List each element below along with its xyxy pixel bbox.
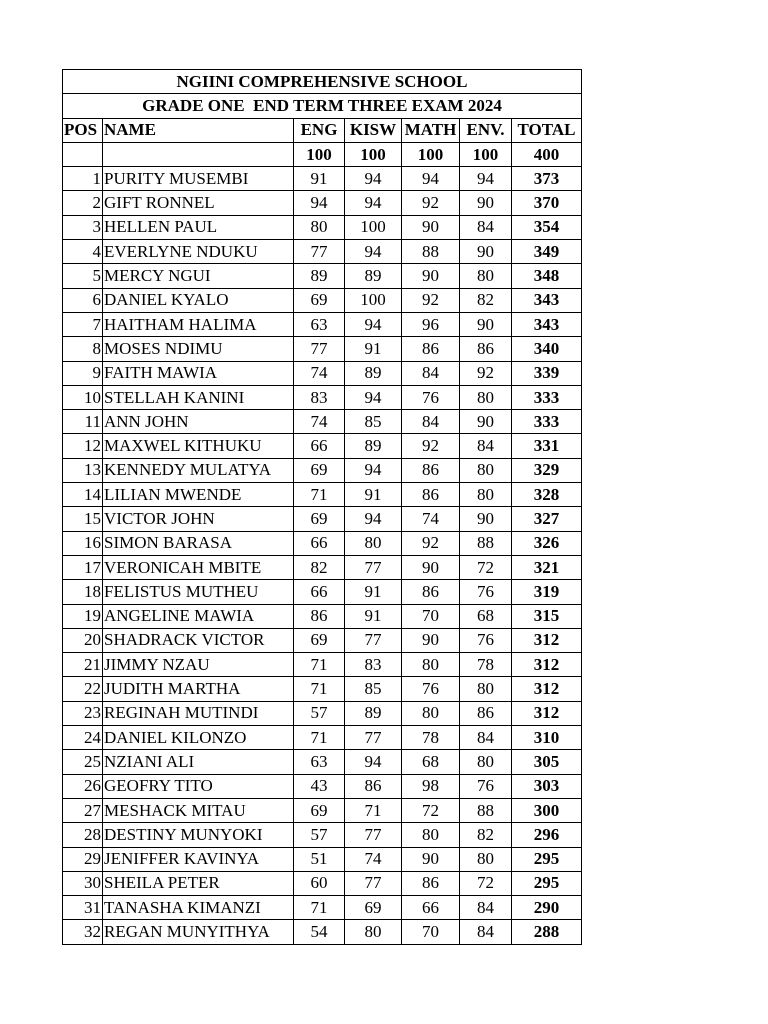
cell-kisw: 89: [345, 434, 402, 458]
cell-total: 326: [512, 531, 582, 555]
table-row: [63, 750, 582, 774]
cell-name: FELISTUS MUTHEU: [103, 580, 294, 604]
cell-env: 94: [460, 167, 512, 191]
table-row: [63, 458, 582, 482]
max-kisw: 100: [345, 142, 402, 166]
cell-name: JENIFFER KAVINYA: [103, 847, 294, 871]
cell-kisw: 94: [345, 191, 402, 215]
cell-total: 295: [512, 847, 582, 871]
cell-env: 90: [460, 191, 512, 215]
cell-math: 98: [402, 774, 460, 798]
table-row: [63, 264, 582, 288]
cell-env: 80: [460, 385, 512, 409]
cell-name: EVERLYNE NDUKU: [103, 240, 294, 264]
table-row: [63, 312, 582, 336]
cell-total: 312: [512, 701, 582, 725]
cell-math: 84: [402, 361, 460, 385]
table-row: [63, 920, 582, 944]
cell-name: STELLAH KANINI: [103, 385, 294, 409]
cell-kisw: 89: [345, 701, 402, 725]
cell-total: 340: [512, 337, 582, 361]
cell-pos: 13: [63, 458, 103, 482]
cell-total: 327: [512, 507, 582, 531]
cell-eng: 94: [294, 191, 345, 215]
header-env: ENV.: [460, 118, 512, 142]
cell-pos: 15: [63, 507, 103, 531]
cell-env: 90: [460, 312, 512, 336]
header-eng: ENG: [294, 118, 345, 142]
cell-kisw: 94: [345, 458, 402, 482]
cell-total: 339: [512, 361, 582, 385]
cell-pos: 30: [63, 871, 103, 895]
cell-eng: 77: [294, 337, 345, 361]
cell-env: 80: [460, 847, 512, 871]
cell-kisw: 91: [345, 580, 402, 604]
cell-math: 86: [402, 580, 460, 604]
cell-eng: 69: [294, 628, 345, 652]
cell-eng: 63: [294, 312, 345, 336]
table-row: [63, 726, 582, 750]
table-row: [63, 871, 582, 895]
cell-eng: 57: [294, 701, 345, 725]
cell-pos: 9: [63, 361, 103, 385]
table-row: [63, 896, 582, 920]
cell-eng: 51: [294, 847, 345, 871]
cell-name: DANIEL KYALO: [103, 288, 294, 312]
cell-env: 88: [460, 531, 512, 555]
cell-pos: 21: [63, 653, 103, 677]
cell-total: 295: [512, 871, 582, 895]
cell-total: 370: [512, 191, 582, 215]
cell-total: 348: [512, 264, 582, 288]
cell-kisw: 80: [345, 920, 402, 944]
cell-math: 70: [402, 604, 460, 628]
results-table: [62, 69, 582, 945]
cell-total: 321: [512, 555, 582, 579]
cell-env: 76: [460, 774, 512, 798]
cell-kisw: 91: [345, 604, 402, 628]
table-row: [63, 507, 582, 531]
cell-total: 373: [512, 167, 582, 191]
cell-eng: 71: [294, 677, 345, 701]
cell-total: 288: [512, 920, 582, 944]
cell-pos: 16: [63, 531, 103, 555]
cell-eng: 74: [294, 361, 345, 385]
cell-total: 343: [512, 312, 582, 336]
cell-kisw: 80: [345, 531, 402, 555]
cell-pos: 31: [63, 896, 103, 920]
cell-total: 290: [512, 896, 582, 920]
cell-name: MAXWEL KITHUKU: [103, 434, 294, 458]
cell-name: JUDITH MARTHA: [103, 677, 294, 701]
table-row: [63, 653, 582, 677]
max-env: 100: [460, 142, 512, 166]
cell-name: ANN JOHN: [103, 410, 294, 434]
cell-name: DANIEL KILONZO: [103, 726, 294, 750]
cell-eng: 54: [294, 920, 345, 944]
cell-total: 343: [512, 288, 582, 312]
subtitle-row: [63, 94, 582, 118]
table-row: [63, 701, 582, 725]
cell-kisw: 91: [345, 337, 402, 361]
header-pos: POS: [63, 118, 103, 142]
cell-pos: 27: [63, 798, 103, 822]
cell-pos: 18: [63, 580, 103, 604]
cell-math: 92: [402, 434, 460, 458]
cell-pos: 6: [63, 288, 103, 312]
cell-pos: 32: [63, 920, 103, 944]
max-eng: 100: [294, 142, 345, 166]
cell-name: DESTINY MUNYOKI: [103, 823, 294, 847]
table-row: [63, 337, 582, 361]
cell-total: 303: [512, 774, 582, 798]
cell-eng: 43: [294, 774, 345, 798]
cell-pos: 23: [63, 701, 103, 725]
cell-kisw: 85: [345, 410, 402, 434]
cell-total: 331: [512, 434, 582, 458]
cell-math: 80: [402, 823, 460, 847]
cell-env: 76: [460, 628, 512, 652]
cell-math: 88: [402, 240, 460, 264]
exam-title: GRADE ONE END TERM THREE EXAM 2024: [63, 94, 582, 118]
cell-env: 84: [460, 896, 512, 920]
cell-math: 86: [402, 458, 460, 482]
cell-name: HELLEN PAUL: [103, 215, 294, 239]
cell-env: 80: [460, 483, 512, 507]
cell-eng: 91: [294, 167, 345, 191]
cell-pos: 29: [63, 847, 103, 871]
table-row: [63, 604, 582, 628]
table-row: [63, 361, 582, 385]
cell-env: 90: [460, 240, 512, 264]
cell-env: 84: [460, 434, 512, 458]
cell-env: 84: [460, 726, 512, 750]
cell-eng: 66: [294, 580, 345, 604]
cell-name: SHEILA PETER: [103, 871, 294, 895]
cell-name: MESHACK MITAU: [103, 798, 294, 822]
cell-total: 349: [512, 240, 582, 264]
cell-eng: 69: [294, 458, 345, 482]
cell-pos: 11: [63, 410, 103, 434]
cell-math: 80: [402, 701, 460, 725]
cell-pos: 26: [63, 774, 103, 798]
cell-eng: 57: [294, 823, 345, 847]
school-name: NGIINI COMPREHENSIVE SCHOOL: [63, 70, 582, 94]
cell-math: 72: [402, 798, 460, 822]
table-row: [63, 483, 582, 507]
cell-eng: 71: [294, 483, 345, 507]
cell-kisw: 94: [345, 507, 402, 531]
cell-math: 90: [402, 628, 460, 652]
cell-kisw: 94: [345, 240, 402, 264]
cell-env: 90: [460, 410, 512, 434]
cell-math: 86: [402, 337, 460, 361]
cell-math: 90: [402, 264, 460, 288]
cell-eng: 77: [294, 240, 345, 264]
cell-total: 300: [512, 798, 582, 822]
cell-eng: 82: [294, 555, 345, 579]
cell-kisw: 91: [345, 483, 402, 507]
max-marks-name-empty: [103, 142, 294, 166]
cell-eng: 69: [294, 798, 345, 822]
cell-total: 305: [512, 750, 582, 774]
cell-total: 354: [512, 215, 582, 239]
cell-env: 78: [460, 653, 512, 677]
cell-name: GEOFRY TITO: [103, 774, 294, 798]
cell-eng: 80: [294, 215, 345, 239]
cell-eng: 66: [294, 434, 345, 458]
table-row: [63, 555, 582, 579]
cell-env: 84: [460, 215, 512, 239]
cell-env: 92: [460, 361, 512, 385]
cell-pos: 19: [63, 604, 103, 628]
header-row: [63, 118, 582, 142]
cell-name: ANGELINE MAWIA: [103, 604, 294, 628]
cell-name: TANASHA KIMANZI: [103, 896, 294, 920]
table-row: [63, 385, 582, 409]
cell-kisw: 77: [345, 871, 402, 895]
cell-math: 84: [402, 410, 460, 434]
cell-env: 72: [460, 871, 512, 895]
header-math: MATH: [402, 118, 460, 142]
cell-math: 96: [402, 312, 460, 336]
cell-kisw: 77: [345, 555, 402, 579]
cell-name: FAITH MAWIA: [103, 361, 294, 385]
cell-pos: 20: [63, 628, 103, 652]
cell-pos: 25: [63, 750, 103, 774]
cell-pos: 22: [63, 677, 103, 701]
max-marks-row: [63, 142, 582, 166]
cell-eng: 71: [294, 653, 345, 677]
cell-kisw: 77: [345, 726, 402, 750]
cell-env: 80: [460, 264, 512, 288]
cell-env: 80: [460, 458, 512, 482]
header-total: TOTAL: [512, 118, 582, 142]
cell-pos: 3: [63, 215, 103, 239]
cell-math: 92: [402, 288, 460, 312]
cell-pos: 17: [63, 555, 103, 579]
table-row: [63, 677, 582, 701]
cell-total: 312: [512, 653, 582, 677]
cell-env: 82: [460, 288, 512, 312]
cell-kisw: 89: [345, 361, 402, 385]
cell-kisw: 71: [345, 798, 402, 822]
cell-env: 72: [460, 555, 512, 579]
cell-kisw: 69: [345, 896, 402, 920]
cell-env: 90: [460, 507, 512, 531]
cell-total: 312: [512, 677, 582, 701]
header-name: NAME: [103, 118, 294, 142]
table-row: [63, 215, 582, 239]
cell-pos: 28: [63, 823, 103, 847]
cell-math: 78: [402, 726, 460, 750]
cell-pos: 7: [63, 312, 103, 336]
table-row: [63, 580, 582, 604]
cell-pos: 4: [63, 240, 103, 264]
table-row: [63, 628, 582, 652]
cell-pos: 5: [63, 264, 103, 288]
cell-kisw: 74: [345, 847, 402, 871]
cell-name: MERCY NGUI: [103, 264, 294, 288]
cell-eng: 83: [294, 385, 345, 409]
cell-math: 92: [402, 531, 460, 555]
cell-env: 68: [460, 604, 512, 628]
cell-name: MOSES NDIMU: [103, 337, 294, 361]
cell-total: 296: [512, 823, 582, 847]
cell-env: 80: [460, 750, 512, 774]
cell-math: 76: [402, 677, 460, 701]
cell-total: 328: [512, 483, 582, 507]
table-row: [63, 774, 582, 798]
cell-math: 92: [402, 191, 460, 215]
cell-env: 82: [460, 823, 512, 847]
cell-kisw: 94: [345, 312, 402, 336]
cell-math: 90: [402, 847, 460, 871]
cell-kisw: 94: [345, 750, 402, 774]
cell-eng: 69: [294, 507, 345, 531]
cell-pos: 24: [63, 726, 103, 750]
cell-pos: 8: [63, 337, 103, 361]
cell-math: 74: [402, 507, 460, 531]
table-row: [63, 240, 582, 264]
cell-name: GIFT RONNEL: [103, 191, 294, 215]
cell-math: 90: [402, 215, 460, 239]
cell-math: 76: [402, 385, 460, 409]
table-row: [63, 798, 582, 822]
cell-kisw: 100: [345, 215, 402, 239]
cell-total: 319: [512, 580, 582, 604]
cell-math: 90: [402, 555, 460, 579]
cell-eng: 71: [294, 726, 345, 750]
cell-total: 312: [512, 628, 582, 652]
cell-pos: 12: [63, 434, 103, 458]
cell-kisw: 77: [345, 823, 402, 847]
table-row: [63, 191, 582, 215]
cell-pos: 2: [63, 191, 103, 215]
cell-name: NZIANI ALI: [103, 750, 294, 774]
cell-env: 86: [460, 701, 512, 725]
cell-eng: 71: [294, 896, 345, 920]
cell-name: HAITHAM HALIMA: [103, 312, 294, 336]
header-kisw: KISW: [345, 118, 402, 142]
cell-kisw: 86: [345, 774, 402, 798]
cell-kisw: 77: [345, 628, 402, 652]
cell-math: 80: [402, 653, 460, 677]
cell-math: 70: [402, 920, 460, 944]
cell-name: SHADRACK VICTOR: [103, 628, 294, 652]
cell-total: 329: [512, 458, 582, 482]
cell-name: JIMMY NZAU: [103, 653, 294, 677]
cell-name: REGINAH MUTINDI: [103, 701, 294, 725]
cell-total: 310: [512, 726, 582, 750]
table-row: [63, 823, 582, 847]
cell-name: KENNEDY MULATYA: [103, 458, 294, 482]
cell-kisw: 100: [345, 288, 402, 312]
cell-name: SIMON BARASA: [103, 531, 294, 555]
cell-pos: 14: [63, 483, 103, 507]
cell-kisw: 85: [345, 677, 402, 701]
cell-math: 68: [402, 750, 460, 774]
cell-math: 86: [402, 871, 460, 895]
cell-eng: 66: [294, 531, 345, 555]
cell-kisw: 89: [345, 264, 402, 288]
cell-name: PURITY MUSEMBI: [103, 167, 294, 191]
table-row: [63, 167, 582, 191]
cell-total: 333: [512, 385, 582, 409]
cell-pos: 10: [63, 385, 103, 409]
cell-eng: 60: [294, 871, 345, 895]
cell-total: 333: [512, 410, 582, 434]
max-total: 400: [512, 142, 582, 166]
cell-math: 86: [402, 483, 460, 507]
cell-total: 315: [512, 604, 582, 628]
cell-kisw: 94: [345, 167, 402, 191]
max-marks-pos-empty: [63, 142, 103, 166]
cell-env: 80: [460, 677, 512, 701]
max-math: 100: [402, 142, 460, 166]
cell-env: 86: [460, 337, 512, 361]
cell-kisw: 94: [345, 385, 402, 409]
cell-eng: 89: [294, 264, 345, 288]
cell-pos: 1: [63, 167, 103, 191]
table-row: [63, 410, 582, 434]
cell-eng: 86: [294, 604, 345, 628]
cell-name: REGAN MUNYITHYA: [103, 920, 294, 944]
cell-env: 88: [460, 798, 512, 822]
table-row: [63, 847, 582, 871]
cell-kisw: 83: [345, 653, 402, 677]
cell-math: 66: [402, 896, 460, 920]
cell-math: 94: [402, 167, 460, 191]
cell-name: VICTOR JOHN: [103, 507, 294, 531]
cell-name: VERONICAH MBITE: [103, 555, 294, 579]
cell-env: 76: [460, 580, 512, 604]
table-row: [63, 288, 582, 312]
cell-eng: 69: [294, 288, 345, 312]
cell-name: LILIAN MWENDE: [103, 483, 294, 507]
cell-eng: 63: [294, 750, 345, 774]
table-row: [63, 531, 582, 555]
cell-eng: 74: [294, 410, 345, 434]
title-row: [63, 70, 582, 94]
cell-env: 84: [460, 920, 512, 944]
table-row: [63, 434, 582, 458]
